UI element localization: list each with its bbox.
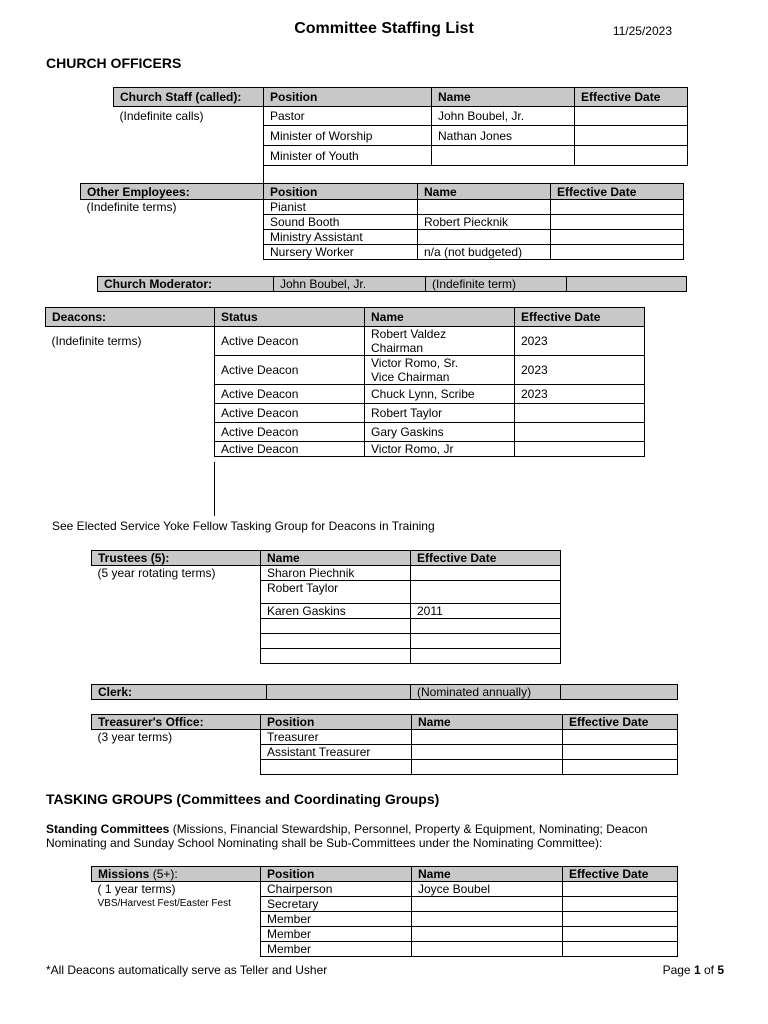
page-title: Committee Staffing List (294, 20, 474, 37)
date-cell (551, 215, 684, 230)
column-header-effective-date: Effective Date (563, 867, 678, 882)
table-row (92, 912, 678, 927)
table-header-row (92, 715, 678, 730)
clerk-note: (Nominated annually) (411, 685, 561, 700)
column-header-effective-date: Effective Date (551, 184, 684, 200)
moderator-term: (Indefinite term) (426, 277, 567, 292)
name-cell (418, 200, 551, 215)
clerk-row (92, 685, 678, 700)
church-officers-heading: CHURCH OFFICERS (46, 55, 182, 71)
missions-subnote: VBS/Harvest Fest/Easter Fest (92, 897, 261, 912)
date-cell (575, 107, 688, 126)
name-cell: Robert Piecknik (418, 215, 551, 230)
table-row (46, 385, 645, 404)
name-cell (261, 634, 411, 649)
status-cell: Active Deacon (215, 356, 365, 385)
name-cell: Nathan Jones (432, 126, 575, 146)
column-header-effective-date: Effective Date (411, 551, 561, 566)
divider (263, 164, 264, 184)
status-cell: Active Deacon (215, 442, 365, 457)
table-row (46, 356, 645, 385)
other-employees-label: Other Employees: (81, 184, 264, 200)
page-number: Page 1 of 5 (662, 963, 724, 977)
standing-committees-label: Standing Committees (46, 822, 170, 836)
position-cell: Nursery Worker (264, 245, 418, 260)
column-header-position: Position (264, 184, 418, 200)
date-cell: 2011 (411, 604, 561, 619)
date-cell (563, 897, 678, 912)
name-cell: Robert Taylor (365, 404, 515, 423)
date-cell (411, 649, 561, 664)
date-cell (411, 566, 561, 581)
table-header-row (92, 551, 561, 566)
column-header-effective-date: Effective Date (515, 308, 645, 327)
moderator-label: Church Moderator: (98, 277, 274, 292)
name-cell: Victor Romo, Jr (365, 442, 515, 457)
date-cell (411, 634, 561, 649)
deacons-table (45, 307, 645, 457)
column-header-name: Name (412, 867, 563, 882)
table-row (92, 649, 561, 664)
table-row (114, 126, 688, 146)
moderator-row (98, 277, 687, 292)
date-cell (515, 423, 645, 442)
status-cell: Active Deacon (215, 423, 365, 442)
table-header-row (46, 308, 645, 327)
name-cell (412, 942, 563, 957)
other-employees-note: (Indefinite terms) (81, 200, 264, 215)
status-cell: Active Deacon (215, 385, 365, 404)
missions-note: ( 1 year terms) (92, 882, 261, 897)
name-cell (261, 619, 411, 634)
date-cell (575, 146, 688, 166)
clerk-label: Clerk: (92, 685, 267, 700)
moderator-table (97, 276, 687, 292)
position-cell: Member (261, 927, 412, 942)
position-cell: Member (261, 942, 412, 957)
clerk-table (91, 684, 678, 700)
church-staff-note: (Indefinite calls) (114, 107, 264, 126)
trustees-table (91, 550, 561, 664)
table-row (92, 581, 561, 604)
date-cell (563, 912, 678, 927)
position-cell: Minister of Worship (264, 126, 432, 146)
table-header-row (114, 88, 688, 107)
name-cell (412, 760, 563, 775)
date-cell: 2023 (515, 327, 645, 356)
trustees-label: Trustees (5): (92, 551, 261, 566)
position-cell: Ministry Assistant (264, 230, 418, 245)
column-header-status: Status (215, 308, 365, 327)
footer-note: *All Deacons automatically serve as Teller and Usher (46, 963, 328, 977)
table-header-row (92, 867, 678, 882)
date-cell (563, 760, 678, 775)
table-row (92, 566, 561, 581)
name-cell: Sharon Piechnik (261, 566, 411, 581)
position-cell: Member (261, 912, 412, 927)
table-row (46, 327, 645, 356)
name-cell: n/a (not budgeted) (418, 245, 551, 260)
name-cell: Gary Gaskins (365, 423, 515, 442)
date-cell (563, 730, 678, 745)
date-cell: 2023 (515, 356, 645, 385)
table-row (81, 230, 684, 245)
position-cell: Assistant Treasurer (261, 745, 412, 760)
tasking-groups-heading: TASKING GROUPS (Committees and Coordinating Groups) (46, 791, 440, 807)
name-cell: Victor Romo, Sr. Vice Chairman (365, 356, 515, 385)
position-cell (261, 760, 412, 775)
standing-committees-paragraph: Standing Committees (Missions, Financial Stewardship, Personnel, Property & Equipment, Nominating; Deacon Nominating and Sunday School Nominating shall be Sub-Committees under the Nominating Committee): (46, 822, 648, 850)
column-header-position: Position (261, 715, 412, 730)
column-header-position: Position (264, 88, 432, 107)
name-cell: Robert Valdez Chairman (365, 327, 515, 356)
divider (214, 462, 215, 516)
deacons-label: Deacons: (46, 308, 215, 327)
date-cell (575, 126, 688, 146)
table-row (46, 442, 645, 457)
name-cell: Karen Gaskins (261, 604, 411, 619)
deacons-training-note: See Elected Service Yoke Fellow Tasking Group for Deacons in Training (52, 519, 435, 533)
column-header-name: Name (432, 88, 575, 107)
table-row (92, 604, 561, 619)
table-row (81, 245, 684, 260)
date-cell (515, 404, 645, 423)
table-row (114, 146, 688, 166)
treasurer-note: (3 year terms) (92, 730, 261, 745)
status-cell: Active Deacon (215, 327, 365, 356)
table-row (81, 215, 684, 230)
name-cell (412, 745, 563, 760)
date-cell (563, 927, 678, 942)
table-row (92, 897, 678, 912)
treasurer-label: Treasurer's Office: (92, 715, 261, 730)
position-cell: Chairperson (261, 882, 412, 897)
name-cell (261, 649, 411, 664)
status-cell: Active Deacon (215, 404, 365, 423)
moderator-name: John Boubel, Jr. (274, 277, 426, 292)
treasurer-table (91, 714, 678, 775)
date-cell (551, 245, 684, 260)
date-cell (411, 581, 561, 604)
name-cell (432, 146, 575, 166)
date-cell: 2023 (515, 385, 645, 404)
church-staff-table (113, 87, 688, 166)
column-header-effective-date: Effective Date (563, 715, 678, 730)
name-cell (418, 230, 551, 245)
name-cell (412, 730, 563, 745)
position-cell: Minister of Youth (264, 146, 432, 166)
table-row (92, 745, 678, 760)
table-row (92, 927, 678, 942)
position-cell: Sound Booth (264, 215, 418, 230)
column-header-name: Name (418, 184, 551, 200)
date-cell (563, 745, 678, 760)
column-header-name: Name (365, 308, 515, 327)
table-row (46, 404, 645, 423)
name-cell (412, 927, 563, 942)
deacons-note: (Indefinite terms) (46, 327, 215, 356)
date-cell (563, 882, 678, 897)
date-cell (551, 200, 684, 215)
missions-label: Missions (5+): (92, 867, 261, 882)
position-cell: Pastor (264, 107, 432, 126)
column-header-name: Name (412, 715, 563, 730)
name-cell: Joyce Boubel (412, 882, 563, 897)
table-row (114, 107, 688, 126)
church-staff-label: Church Staff (called): (114, 88, 264, 107)
table-row (92, 730, 678, 745)
column-header-effective-date: Effective Date (575, 88, 688, 107)
position-cell: Treasurer (261, 730, 412, 745)
column-header-name: Name (261, 551, 411, 566)
position-cell: Secretary (261, 897, 412, 912)
trustees-note: (5 year rotating terms) (92, 566, 261, 581)
date-cell (411, 619, 561, 634)
table-row (46, 423, 645, 442)
name-cell (412, 912, 563, 927)
table-row (92, 760, 678, 775)
table-row (92, 942, 678, 957)
table-row (92, 619, 561, 634)
name-cell: Robert Taylor (261, 581, 411, 604)
table-header-row (81, 184, 684, 200)
name-cell (412, 897, 563, 912)
missions-table (91, 866, 678, 957)
table-row (92, 634, 561, 649)
name-cell: Chuck Lynn, Scribe (365, 385, 515, 404)
other-employees-table (80, 183, 684, 260)
document-date: 11/25/2023 (612, 24, 672, 38)
table-row (92, 882, 678, 897)
name-cell: John Boubel, Jr. (432, 107, 575, 126)
position-cell: Pianist (264, 200, 418, 215)
table-row (81, 200, 684, 215)
date-cell (551, 230, 684, 245)
date-cell (563, 942, 678, 957)
column-header-position: Position (261, 867, 412, 882)
date-cell (515, 442, 645, 457)
